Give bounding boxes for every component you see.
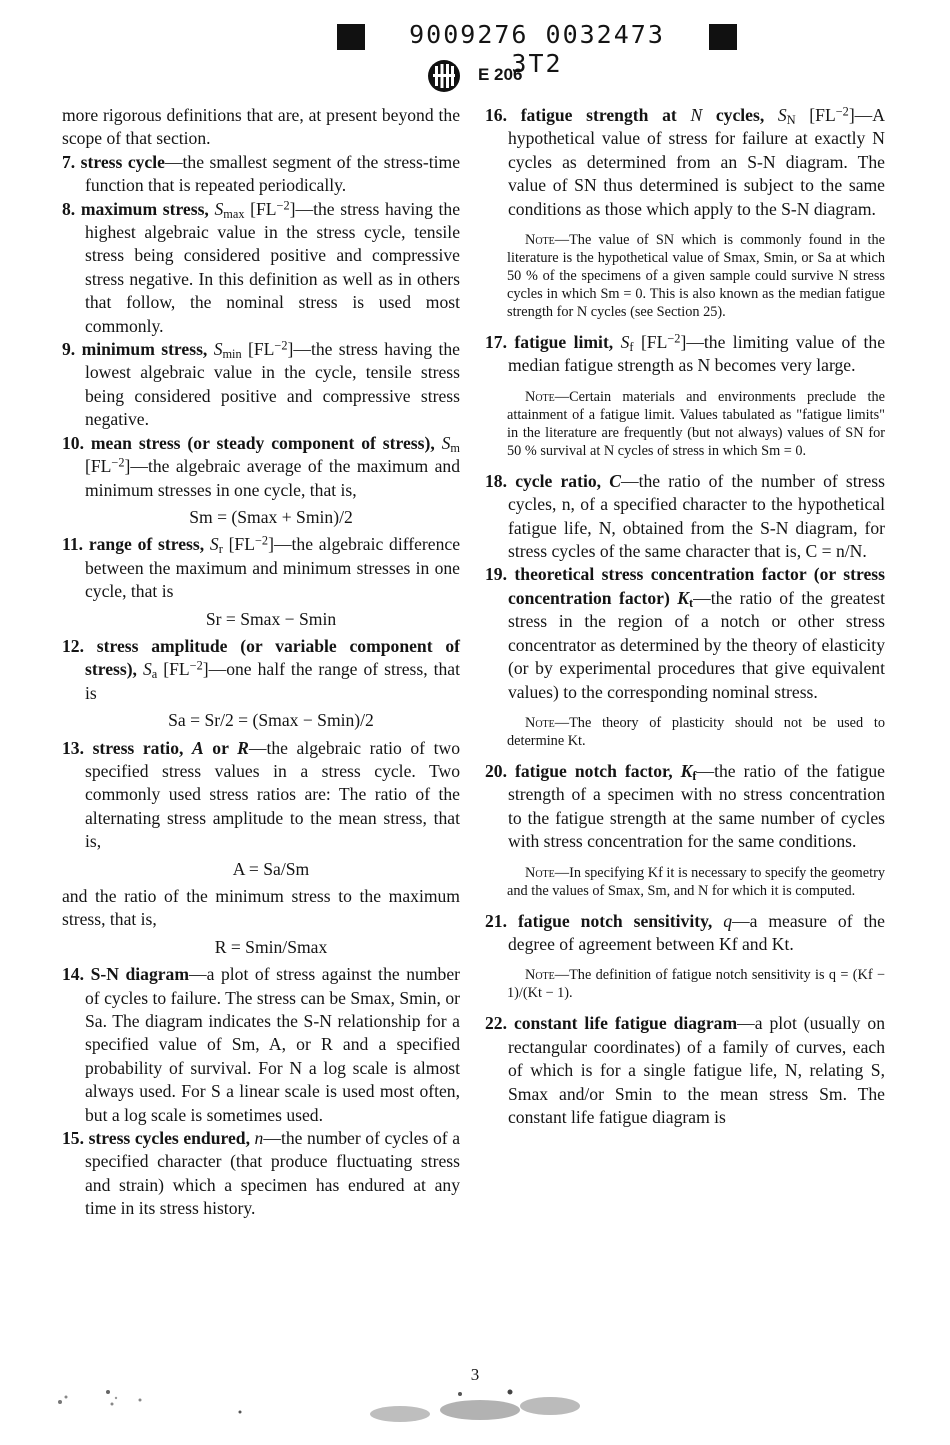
section-number: 15. (62, 1128, 84, 1149)
section-number: 20. (485, 760, 507, 781)
definition-10 (62, 432, 460, 502)
symbol: A (191, 737, 204, 758)
barcode-text: 9009276 0032473 3T2 (409, 20, 665, 78)
definition-term: stress cycle (80, 151, 165, 172)
scan-smudge (360, 1372, 600, 1432)
definition-term: minimum stress, (81, 339, 208, 360)
unit-open: [FL (795, 105, 836, 125)
section-number: 8. (62, 198, 76, 219)
symbol-subscript: f (629, 340, 634, 355)
section-number: 13. (62, 737, 84, 758)
section-number: 16. (485, 105, 507, 125)
symbol: n (254, 1128, 264, 1149)
unit-open: [FL (85, 456, 112, 477)
section-number: 21. (485, 910, 507, 931)
formula: Sr = Smax − Smin (205, 608, 337, 629)
definition-text: —the limiting value of the median fatigue strength as N becomes very large. (508, 332, 886, 376)
definition-14 (62, 963, 460, 1127)
symbol: q (723, 910, 733, 931)
section-number: 7. (62, 151, 76, 172)
note-text: —The definition of fatigue notch sensitivity is q = (Kf − 1)/(Kt − 1). (507, 967, 885, 1002)
formula: Sm = (Smax + Smin)/2 (189, 506, 353, 527)
note-text: —The value of SN which is commonly found in the literature is the hypothetical value of Smax, Smin, or Sa at which 50 % of the specimens of a given sample could survive N stress cycles in which Sm = 0. This is also known as the median fatigue strength for N cycles (see Section 25). (507, 232, 885, 321)
definition-term: fatigue notch sensitivity, (517, 910, 713, 931)
definition-term: fatigue strength at (520, 105, 677, 125)
definition-13 (62, 737, 460, 854)
note-text: —In specifying Kf it is necessary to specify the geometry and the values of Smax, Sm, and N for which it is computed. (507, 864, 885, 899)
unit-open: [FL (241, 339, 275, 360)
unit-exponent: −2 (274, 338, 288, 353)
unit-close: ] (202, 659, 209, 680)
barcode-block-left (337, 24, 365, 50)
symbol: S (142, 659, 152, 680)
note (507, 864, 885, 900)
unit-close: ] (680, 332, 687, 353)
definition-term: mean stress (or steady component of stress), (90, 432, 435, 453)
definition-term: stress ratio, (92, 737, 184, 758)
barcode-block-right (709, 24, 737, 50)
note-label: Note (525, 232, 555, 249)
section-number: 14. (62, 964, 84, 985)
unit-close: ] (268, 534, 274, 555)
definition-text: —the algebraic ratio of two specified stress values in a stress cycle. Two commonly used stress ratios are: The ratio of the alternating stress amplitude to the mean stress, that is, (85, 737, 460, 852)
symbol: K (677, 587, 689, 608)
section-number: 12. (62, 635, 84, 656)
definition-term: fatigue limit, (514, 332, 614, 353)
definition-7 (62, 151, 460, 198)
symbol: R (237, 737, 249, 758)
unit-open: [FL (633, 332, 668, 353)
definition-8 (62, 198, 460, 338)
definition-term: maximum stress, (80, 198, 209, 219)
definition-9 (62, 338, 460, 432)
definition-text: —the algebraic average of the maximum and minimum stresses in one cycle, that is, (85, 456, 460, 500)
note (507, 714, 885, 750)
note (507, 966, 885, 1002)
symbol: C (609, 470, 621, 491)
formula: R = Smin/Smax (214, 936, 328, 957)
section-number: 11. (62, 534, 84, 555)
symbol-subscript: min (222, 347, 242, 362)
symbol: S (620, 332, 630, 353)
note-label: Note (525, 967, 555, 984)
right-column (485, 104, 885, 1129)
definition-17 (485, 331, 885, 378)
unit-exponent: −2 (667, 331, 681, 346)
section-number: 10. (62, 432, 84, 453)
definition-text: —A hypothetical value of stress for failure at exactly N cycles as determined from an S-N diagram. The value of SN thus determined is subject to the same conditions as those which apply to the S-N diagram. (508, 105, 885, 219)
definition-text: —a plot of stress against the number of cycles to failure. The stress can be Smax, Smin, or Sa. The diagram indicates the S-N relationship for a specified value of Sm, A, or R and a specified probability of survival. For N a log scale is almost always used. For S a linear scale is used most often, but a log scale is sometimes used. (85, 964, 460, 1125)
symbol: S (213, 339, 223, 360)
definition-text: —the stress having the lowest algebraic value in the cycle, tensile stress being considered positive and compressive stress negative. (85, 339, 460, 430)
symbol: S (777, 105, 787, 125)
section-number: 18. (485, 470, 507, 491)
unit-open: [FL (157, 659, 190, 680)
unit-exponent: −2 (254, 533, 269, 548)
definition-text: —the stress having the highest algebraic value in the stress cycle, tensile stress being considered positive and compressive stress negative. In this definition as well as in others that follow, the nominal stress is used most commonly. (85, 198, 461, 336)
definition-text: —the ratio of the number of stress cycles, n, of a specified character to the hypothetical fatigue life, N, obtained from the S-N diagram, for stress cycles of the same character that is, C = n/N. (508, 470, 885, 562)
unit-close: ] (124, 456, 131, 477)
page-header (0, 8, 950, 103)
unit-close: ] (289, 198, 296, 219)
definition-20 (485, 760, 885, 854)
definition-term: cycle ratio, (515, 470, 602, 491)
symbol: S (209, 534, 219, 555)
definition-text: —one half the range of stress, that is (85, 659, 460, 703)
section-number: 22. (485, 1013, 507, 1034)
symbol-subscript: f (692, 768, 697, 783)
definition-21 (485, 910, 885, 957)
definition-19 (485, 563, 885, 703)
symbol-subscript: r (218, 542, 223, 557)
definition-term: stress amplitude (or variable component of stress), (85, 635, 460, 680)
formula: Sa = Sr/2 = (Smax − Smin)/2 (168, 710, 374, 731)
unit-exponent: −2 (276, 198, 290, 213)
unit-open: [FL (244, 198, 277, 219)
designation-label: E 206 (478, 65, 523, 84)
definition-term: constant life fatigue diagram (513, 1013, 738, 1034)
symbol-subscript: t (689, 595, 694, 610)
formula: A = Sa/Sm (232, 858, 310, 879)
unit-open: [FL (222, 534, 255, 555)
section-number: 19. (485, 564, 507, 585)
note-text: —The theory of plasticity should not be used to determine Kt. (507, 714, 885, 749)
unit-exponent: −2 (189, 658, 203, 673)
definition-text: —a plot (usually on rectangular coordinates) of a family of curves, each of which is for a single fatigue life, N, relating S, Smax and/or Smin to the mean stress Sm. The constant life fatigue diagram is (508, 1013, 885, 1127)
scan-smudge (50, 1372, 250, 1432)
definition-15 (62, 1127, 460, 1221)
section-number: 9. (62, 339, 76, 360)
note-text: —Certain materials and environments preclude the attainment of a fatigue limit. Values tabulated as "fatigue limits" in the literature are frequently (but not always) values of SN for 50 % survival at N cycles of stress in which Sm = 0. (507, 388, 885, 459)
definition-text: —the ratio of the fatigue strength of a specimen with no stress concentration to the fatigue strength at the same number of cycles with stress concentration for the same conditions. (508, 760, 885, 852)
definition-term: S-N diagram (90, 964, 190, 985)
definition-22 (485, 1012, 885, 1129)
definition-text: —the smallest segment of the stress-time function that is repeated periodically. (85, 151, 461, 196)
carryover-paragraph: more rigorous definitions that are, at present beyond the scope of that section. (62, 105, 460, 149)
symbol: S (441, 432, 451, 453)
note (507, 231, 885, 321)
definition-text: —a measure of the degree of agreement between Kf and Kt. (508, 910, 885, 954)
term-symbol: N (690, 105, 703, 125)
symbol-subscript: max (223, 206, 245, 221)
symbol-subscript: m (450, 440, 460, 455)
unit-exponent: −2 (835, 104, 849, 119)
definition-term: fatigue notch factor, (515, 760, 673, 781)
definition-term: stress cycles endured, (88, 1128, 250, 1149)
note (507, 388, 885, 460)
definition-18 (485, 470, 885, 564)
symbol: S (214, 198, 224, 219)
note-label: Note (525, 388, 555, 405)
symbol-subscript: N (786, 113, 796, 128)
symbol-subscript: a (151, 667, 158, 682)
unit-close: ] (848, 105, 855, 125)
definition-12 (62, 635, 460, 705)
left-column (62, 104, 460, 1221)
definition-term: theoretical stress concentration factor (or stress concentration factor) (508, 564, 885, 608)
definition-text: —the algebraic difference between the maximum and minimum stresses in one cycle, that is (85, 534, 461, 602)
astm-logo-icon (426, 58, 462, 94)
section-number: 17. (485, 332, 507, 353)
definition-term: range of stress, (88, 534, 205, 555)
definition-text: —the number of cycles of a specified character (that produce fluctuating stress and strain) which a specimen has endured at any time in its stress history. (85, 1128, 461, 1219)
definition-text: —the ratio of the greatest stress in the region of a notch or other stress concentrator as determined by the theory of elasticity (or by experimental procedures that give equivalent values) to the corresponding nominal stress. (508, 587, 886, 702)
definition-term-tail: cycles, (715, 105, 765, 125)
note-label: Note (525, 714, 555, 731)
page-number: 3 (470, 1365, 480, 1384)
note-label: Note (525, 864, 555, 881)
connecting-text: and the ratio of the minimum stress to the maximum stress, that is, (62, 886, 460, 930)
definition-11 (62, 533, 460, 603)
symbol: K (680, 760, 693, 781)
definition-16 (485, 104, 885, 221)
unit-close: ] (287, 339, 294, 360)
unit-exponent: −2 (111, 455, 125, 470)
or-word: or (203, 737, 238, 758)
